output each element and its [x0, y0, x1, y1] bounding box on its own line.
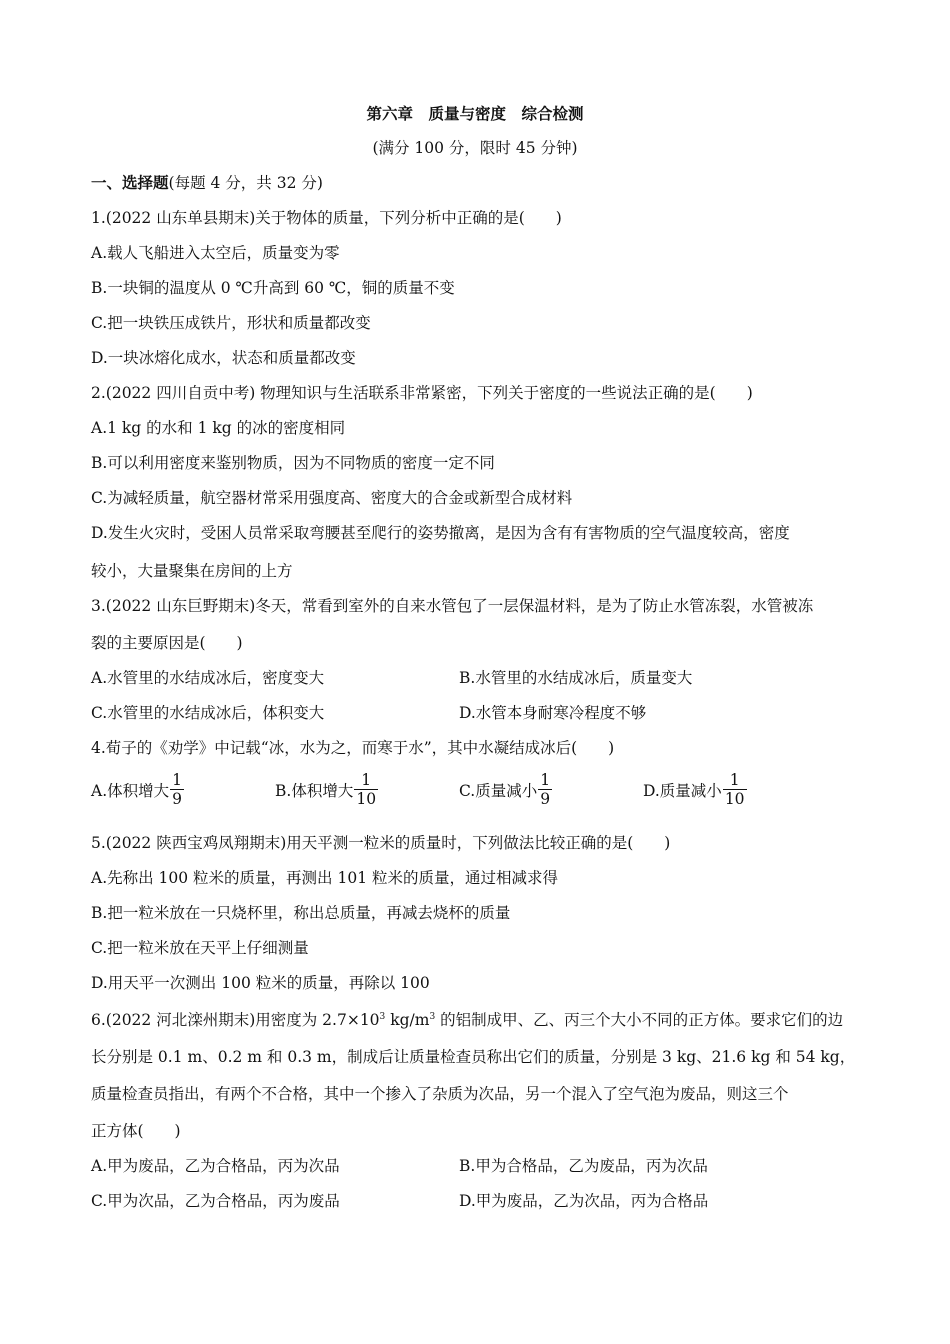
q1-option-a: A.载人飞船进入太空后，质量变为零	[91, 244, 340, 262]
q4-option-a-label: A.体积增大	[91, 781, 170, 800]
section-title: 一、选择题	[91, 173, 169, 192]
q5-option-a: A.先称出 100 粒米的质量，再测出 101 粒米的质量，通过相减求得	[91, 869, 558, 887]
fraction-denominator: 10	[356, 790, 377, 808]
q1-option-b: B.一块铜的温度从 0 ℃升高到 60 ℃，铜的质量不变	[91, 279, 455, 297]
fraction-denominator: 10	[724, 790, 745, 808]
page-subtitle: (满分 100 分，限时 45 分钟)	[372, 139, 578, 157]
q2-option-a: A.1 kg 的水和 1 kg 的冰的密度相同	[91, 419, 346, 437]
q6-option-c: C.甲为次品，乙为合格品，丙为废品	[91, 1192, 340, 1210]
q5-option-c: C.把一粒米放在天平上仔细测量	[91, 939, 309, 957]
section-heading	[91, 173, 860, 193]
q4-option-b	[275, 771, 378, 808]
q1-stem: 1.(2022 山东单县期末)关于物体的质量，下列分析中正确的是( )	[91, 209, 562, 227]
q6-stem-line3: 质量检查员指出，有两个不合格，其中一个掺入了杂质为次品，另一个混入了空气泡为废品，则这三个	[91, 1085, 789, 1103]
fraction-numerator: 1	[172, 771, 182, 789]
fraction-numerator: 1	[729, 771, 740, 789]
q6-stem-line2: 长分别是 0.1 m、0.2 m 和 0.3 m，制成后让质量检查员称出它们的质量，分别是 3 kg、21.6 kg 和 54 kg，	[91, 1048, 856, 1066]
q3-option-d: D.水管本身耐寒冷程度不够	[459, 704, 647, 722]
q6-option-d: D.甲为废品，乙为次品，丙为合格品	[459, 1192, 709, 1210]
q4-option-c-label: C.质量减小	[459, 781, 538, 800]
q4-stem: 4.荀子的《劝学》中记载“冰，水为之，而寒于水”，其中水凝结成冰后( )	[91, 739, 615, 757]
q6-stem-part1: 6.(2022 河北滦州期末)用密度为 2.7×10	[91, 1011, 380, 1029]
exponent: 3	[429, 1011, 436, 1022]
q2-option-c: C.为减轻质量，航空器材常采用强度高、密度大的合金或新型合成材料	[91, 489, 573, 507]
q2-option-b: B.可以利用密度来鉴别物质，因为不同物质的密度一定不同	[91, 454, 495, 472]
fraction-numerator: 1	[540, 771, 551, 789]
q6-stem-line1	[91, 1010, 860, 1030]
q3-option-a: A.水管里的水结成冰后，密度变大	[91, 669, 325, 687]
q4-option-c	[459, 771, 552, 808]
exponent: 3	[379, 1011, 386, 1022]
q3-option-b: B.水管里的水结成冰后，质量变大	[459, 669, 693, 687]
page-title: 第六章 质量与密度 综合检测	[366, 104, 584, 123]
q3-stem-line1: 3.(2022 山东巨野期末)冬天，常看到室外的自来水管包了一层保温材料，是为了防止水管冻裂，水管被冻	[91, 597, 814, 615]
q4-option-d	[643, 771, 747, 808]
q5-option-d: D.用天平一次测出 100 粒米的质量，再除以 100	[91, 974, 430, 992]
fraction-denominator: 9	[172, 790, 182, 808]
q2-option-d-line2: 较小，大量聚集在房间的上方	[91, 562, 293, 580]
q4-option-a	[91, 771, 184, 808]
q4-option-a-fraction	[170, 771, 184, 808]
q3-stem-line2: 裂的主要原因是( )	[91, 634, 243, 652]
q4-option-d-fraction	[723, 771, 747, 808]
section-note: (每题 4 分，共 32 分)	[168, 174, 323, 192]
q5-option-b: B.把一粒米放在一只烧杯里，称出总质量，再减去烧杯的质量	[91, 904, 511, 922]
q5-stem: 5.(2022 陕西宝鸡凤翔期末)用天平测一粒米的质量时，下列做法比较正确的是( )	[91, 834, 671, 852]
q4-option-c-fraction	[538, 771, 552, 808]
q6-stem-part3: 的铝制成甲、乙、丙三个大小不同的正方体。要求它们的边	[435, 1011, 844, 1029]
fraction-denominator: 9	[540, 790, 551, 808]
q6-stem-part2: kg/m	[385, 1011, 430, 1029]
fraction-numerator: 1	[361, 771, 372, 789]
q6-option-a: A.甲为废品，乙为合格品，丙为次品	[91, 1157, 340, 1175]
q3-option-c: C.水管里的水结成冰后，体积变大	[91, 704, 325, 722]
q6-option-b: B.甲为合格品，乙为废品，丙为次品	[459, 1157, 708, 1175]
q4-option-d-label: D.质量减小	[643, 781, 722, 800]
q1-option-c: C.把一块铁压成铁片，形状和质量都改变	[91, 314, 371, 332]
q4-option-b-label: B.体积增大	[275, 781, 354, 800]
q2-option-d-line1: D.发生火灾时，受困人员常采取弯腰甚至爬行的姿势撤离，是因为含有有害物质的空气温度较高，密度	[91, 524, 790, 542]
q2-stem: 2.(2022 四川自贡中考) 物理知识与生活联系非常紧密，下列关于密度的一些说法正确的是( )	[91, 384, 753, 402]
q4-option-b-fraction	[354, 771, 378, 808]
q6-stem-line4: 正方体( )	[91, 1122, 181, 1140]
q1-option-d: D.一块冰熔化成水，状态和质量都改变	[91, 349, 356, 367]
